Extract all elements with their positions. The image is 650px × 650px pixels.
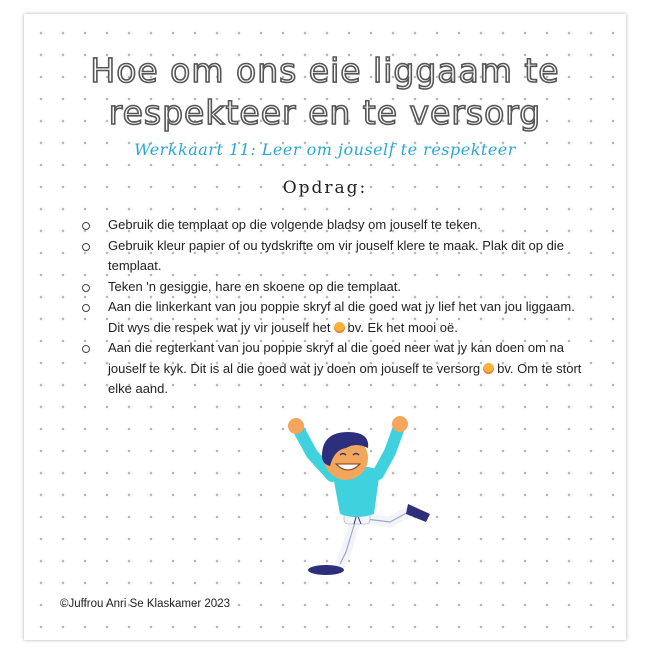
list-item-text: Teken 'n gesiggie, hare en skoene op die templaat.: [108, 278, 402, 294]
bullet-icon: [82, 222, 90, 230]
list-item-text: Gebruik kleur papier of ou tydskrifte om vir jouself klere te maak. Plak dit op die templaat.: [108, 237, 564, 273]
happy-kid-illustration-icon: [260, 414, 450, 584]
list-item: [82, 215, 592, 236]
smiley-emoji-icon: [483, 363, 494, 374]
worksheet-subtitle: Werkkaart 11: Leer om jouself te respekteer: [134, 140, 516, 159]
list-item: [82, 236, 592, 277]
list-item-text-end: bv. Ek het mooi oë.: [347, 319, 458, 335]
bullet-icon: [82, 345, 90, 353]
title-line-2: respekteer en te versorg: [108, 93, 542, 132]
task-heading: Opdrag:: [282, 178, 368, 198]
smiley-emoji-icon: [334, 322, 345, 333]
bullet-icon: [82, 243, 90, 251]
bullet-icon: [82, 284, 90, 292]
list-item-text-end: bv. Om te stort elke aand.: [108, 360, 582, 396]
list-item: [82, 297, 592, 338]
title-line-1: Hoe om ons eie liggaam te: [90, 51, 560, 90]
copyright-footer: ©Juffrou Anri Se Klaskamer 2023: [60, 598, 230, 610]
list-item-text: Aan die linkerkant van jou poppie skryf al die goed wat jy lief het van jou liggaam. Dit wys die respek wat jy vir jouself het: [108, 299, 575, 335]
list-item-text: Aan die regterkant van jou poppie skryf al die goed neer wat jy kan doen om na jouself te kyk. Dit is al die goed wat jy doen om jouself te versorg: [108, 340, 565, 376]
list-item: [82, 277, 592, 298]
list-item-text: Gebruik die templaat op die volgende bladsy om jouself te teken.: [108, 217, 481, 232]
list-item: [82, 338, 592, 400]
worksheet-page: [24, 14, 626, 640]
bullet-icon: [82, 304, 90, 312]
instruction-list: [82, 215, 592, 400]
